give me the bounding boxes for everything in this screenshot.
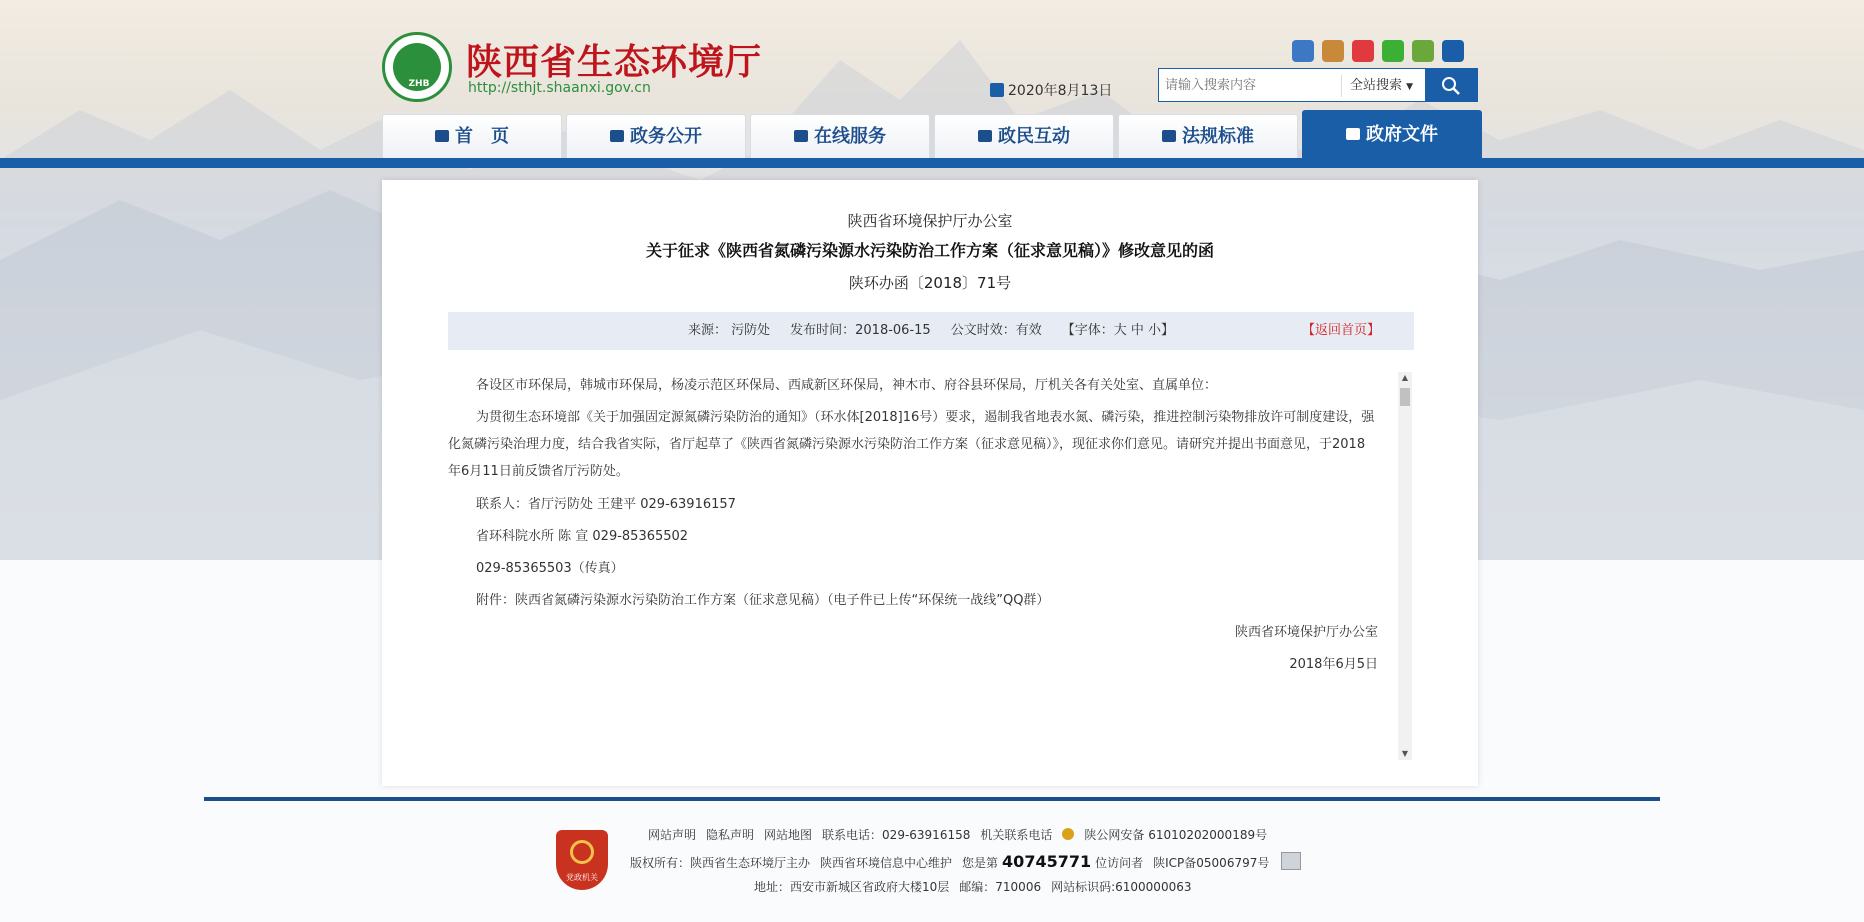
scroll-thumb[interactable] xyxy=(1400,388,1410,406)
footer-link-privacy[interactable]: 隐私声明 xyxy=(706,828,755,842)
document-icon xyxy=(1346,128,1360,140)
accessibility-icon[interactable] xyxy=(1442,40,1464,62)
footer-copyright: 版权所有：陕西省生态环境厅主办 陕西省环境信息中心维护 您是第 40745771 位访问者 陕ICP备05006797号 xyxy=(630,852,1321,871)
document-card xyxy=(382,180,1478,786)
search-icon xyxy=(1441,76,1461,96)
meta-validity: 公文时效：有效 xyxy=(950,323,1042,338)
chat-icon xyxy=(610,130,624,142)
scroll-up-icon[interactable]: ▲ xyxy=(1401,373,1409,382)
signature-org: 陕西省环境保护厅办公室 xyxy=(1234,625,1378,640)
search-input[interactable] xyxy=(1159,69,1353,101)
monitor-icon xyxy=(794,130,808,142)
police-badge-icon xyxy=(1062,828,1074,840)
weibo-icon[interactable] xyxy=(1352,40,1374,62)
comments-icon xyxy=(978,130,992,142)
document-meta xyxy=(448,312,1414,350)
logo-text: ZHB xyxy=(408,79,430,89)
logo-emblem-icon xyxy=(382,32,452,102)
document-scrollbar[interactable] xyxy=(1398,372,1412,760)
home-icon xyxy=(435,130,449,142)
footer-links xyxy=(648,826,1287,843)
nav-gov-affairs[interactable]: 政务公开 xyxy=(566,114,746,158)
party-emblem-icon xyxy=(570,840,594,864)
document-title: 关于征求《陕西省氮磷污染源水污染防治工作方案（征求意见稿）》修改意见的函 xyxy=(645,241,1214,260)
wechat-icon[interactable] xyxy=(1382,40,1404,62)
quick-links xyxy=(1292,40,1478,64)
user-icon[interactable] xyxy=(1322,40,1344,62)
calendar-icon xyxy=(990,83,1004,97)
nav-home[interactable]: 首 页 xyxy=(382,114,562,158)
nav-interaction[interactable]: 政民互动 xyxy=(934,114,1114,158)
document-org: 陕西省环境保护厅办公室 xyxy=(847,212,1013,230)
footer-link-statement[interactable]: 网站声明 xyxy=(648,828,697,842)
paragraph: 029-85365503（传真） xyxy=(476,561,624,576)
current-date: 2020年8月13日 xyxy=(990,80,1112,100)
signature-date: 2018年6月5日 xyxy=(1289,657,1378,672)
footer-phone: 联系电话：029-63916158 xyxy=(822,828,971,842)
document-number: 陕环办函〔2018〕71号 xyxy=(848,274,1012,292)
scroll-down-icon[interactable]: ▼ xyxy=(1401,749,1409,758)
main-nav xyxy=(382,114,1482,158)
paragraph: 附件：陕西省氮磷污染源水污染防治工作方案（征求意见稿）（电子件已上传“环保统一战线”QQ群） xyxy=(476,593,1050,608)
footer-divider xyxy=(204,797,1660,801)
scale-icon xyxy=(1162,130,1176,142)
document-body xyxy=(448,370,1378,774)
footer-org-phone[interactable]: 机关联系电话 xyxy=(980,828,1053,842)
site-logo[interactable] xyxy=(382,32,782,102)
meta-source: 来源： 污防处 xyxy=(688,323,771,338)
nav-online-service[interactable]: 在线服务 xyxy=(750,114,930,158)
paragraph: 省环科院水所 陈 宣 029-85365502 xyxy=(476,529,689,544)
footer-link-sitemap[interactable]: 网站地图 xyxy=(764,828,813,842)
footer-address: 地址：西安市新城区省政府大楼10层 邮编：710006 网站标识码:6100000063 xyxy=(754,880,1192,894)
back-home-link[interactable]: 【返回首页】 xyxy=(1301,323,1380,338)
visit-counter: 40745771 xyxy=(1002,852,1092,871)
gov-agency-badge[interactable]: 党政机关 xyxy=(556,830,608,890)
paragraph: 为贯彻生态环境部《关于加强固定源氮磷污染防治的通知》（环水体[2018]16号）要求，遏制我省地表水氮、磷污染，推进控制污染物排放许可制度建设，强化氮磷污染治理力度，结合我省实际，省厅起草了《陕西省氮磷污染源水污染防治工作方案（征求意见稿）》，现征求你们意见。请研究并提出书面意见，于2018年6月11日前反馈省厅污防处。 xyxy=(448,410,1375,479)
search-bar xyxy=(1158,68,1478,102)
mobile-icon[interactable] xyxy=(1412,40,1434,62)
nav-gov-documents[interactable]: 政府文件 xyxy=(1302,110,1482,158)
font-size-switch[interactable]: 【字体：大 中 小】 xyxy=(1061,323,1174,338)
search-scope-select[interactable]: 全站搜索 ▼ xyxy=(1341,75,1421,97)
paragraph: 各设区市环保局，韩城市环保局，杨凌示范区环保局、西咸新区环保局，神木市、府谷县环保局，厅机关各有关处室、直属单位： xyxy=(476,378,1218,393)
search-button[interactable] xyxy=(1425,69,1477,101)
nav-band xyxy=(0,158,1864,168)
site-url: http://sthjt.shaanxi.gov.cn xyxy=(468,80,651,96)
footer-police[interactable]: 陕公网安备 61010202000189号 xyxy=(1062,828,1277,842)
mail-icon[interactable] xyxy=(1292,40,1314,62)
error-correction-icon xyxy=(1281,852,1301,870)
paragraph: 联系人：省厅污防处 王建平 029-63916157 xyxy=(476,497,736,512)
footer-icp[interactable]: 陕ICP备05006797号 xyxy=(1153,856,1311,870)
caret-down-icon: ▼ xyxy=(1406,82,1414,92)
nav-regulations[interactable]: 法规标准 xyxy=(1118,114,1298,158)
meta-date: 发布时间：2018-06-15 xyxy=(790,323,931,338)
site-title: 陕西省生态环境厅 xyxy=(466,41,763,83)
